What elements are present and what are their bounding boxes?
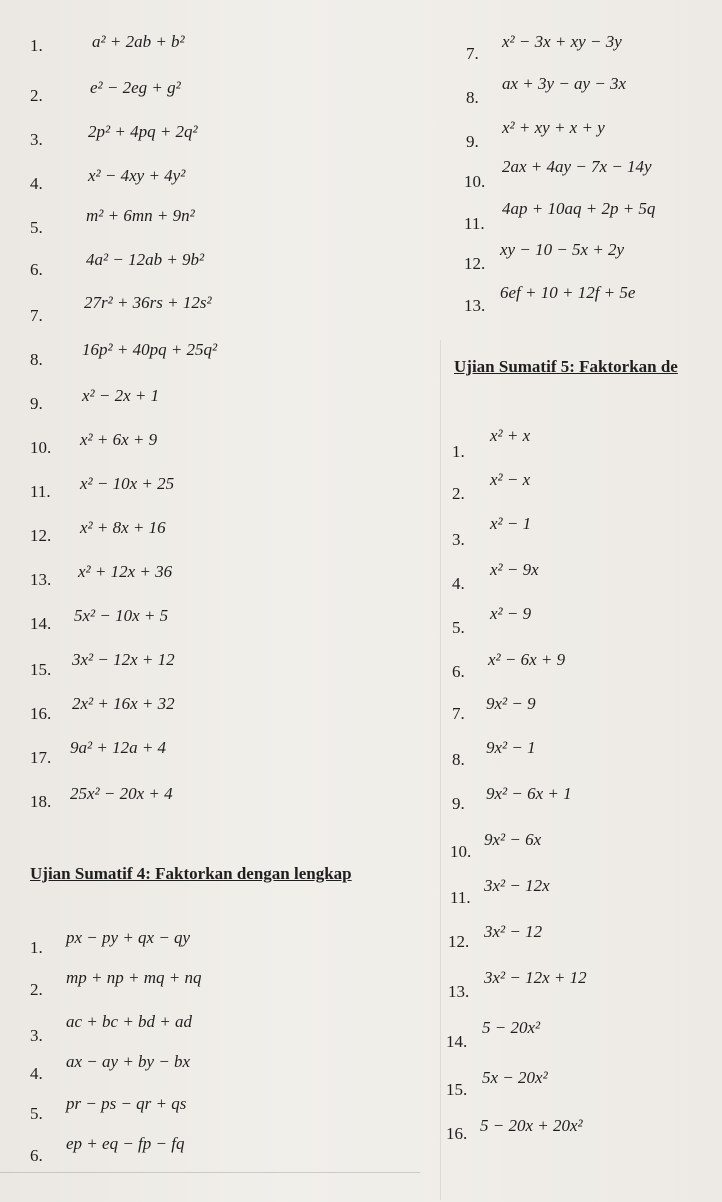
list-item-number: 9. [466,132,479,151]
list-item-expression: x² − 3x + xy − 3y [502,32,622,51]
list-item-number: 10. [450,842,472,861]
list-item-expression: 2x² + 16x + 32 [72,694,175,713]
list-item-expression: 3x² − 12x [484,876,550,895]
list-item-expression: x² − 2x + 1 [82,386,160,405]
list-item-number: 5. [30,1104,43,1123]
list-item-expression: 16p² + 40pq + 25q² [82,340,218,359]
list-item-number: 2. [452,484,465,503]
list-item-expression: 9x² − 6x [484,830,542,849]
list-item-number: 13. [30,570,52,589]
list-item-number: 15. [446,1080,468,1099]
list-item-number: 3. [30,1026,43,1045]
list-item-number: 7. [466,44,479,63]
list-item-expression: ep + eq − fp − fq [66,1134,185,1153]
list-item-expression: px − py + qx − qy [66,928,191,947]
list-item-expression: e² − 2eg + g² [90,78,181,97]
list-item-expression: ax + 3y − ay − 3x [502,74,627,93]
list-item-number: 6. [452,662,465,681]
list-item-expression: x² − 10x + 25 [80,474,175,493]
list-item-number: 3. [452,530,465,549]
list-item-number: 11. [450,888,471,907]
list-item-number: 12. [464,254,486,273]
list-item-expression: 27r² + 36rs + 12s² [84,293,212,312]
list-item-number: 10. [30,438,52,457]
list-item-number: 1. [452,442,465,461]
list-item-number: 9. [30,394,43,413]
list-item-expression: 9x² − 6x + 1 [486,784,572,803]
list-item-number: 12. [448,932,470,951]
list-item-number: 3. [30,130,43,149]
list-item-number: 16. [446,1124,468,1143]
list-item-expression: x² + 12x + 36 [78,562,173,581]
list-item-expression: x² − 9x [490,560,539,579]
list-item-expression: 2p² + 4pq + 2q² [88,122,198,141]
list-item-expression: 9a² + 12a + 4 [70,738,167,757]
list-item-number: 12. [30,526,52,545]
list-item-number: 14. [30,614,52,633]
list-item-expression: 4a² − 12ab + 9b² [86,250,205,269]
section-5-heading: Ujian Sumatif 5: Faktorkan de [454,357,678,376]
list-item-expression: ax − ay + by − bx [66,1052,191,1071]
list-item-expression: 3x² − 12x + 12 [72,650,175,669]
list-item-expression: a² + 2ab + b² [92,32,185,51]
list-item-expression: 4ap + 10aq + 2p + 5q [502,199,656,218]
list-item-expression: 5x − 20x² [482,1068,548,1087]
list-item-number: 5. [30,218,43,237]
list-item-expression: 5 − 20x² [482,1018,541,1037]
list-item-number: 7. [30,306,43,325]
list-item-number: 1. [30,938,43,957]
page-bottom-rule [0,1172,420,1173]
list-item-number: 4. [30,174,43,193]
list-item-number: 7. [452,704,465,723]
list-item-expression: 25x² − 20x + 4 [70,784,173,803]
list-item-number: 2. [30,86,43,105]
page-fold-shadow [440,340,441,1200]
list-item-expression: 9x² − 1 [486,738,536,757]
list-item-expression: 2ax + 4ay − 7x − 14y [502,157,652,176]
list-item-expression: x² − 1 [490,514,532,533]
list-item-number: 11. [464,214,485,233]
list-item-number: 9. [452,794,465,813]
list-item-expression: x² + 8x + 16 [80,518,166,537]
list-item-expression: mp + np + mq + nq [66,968,202,987]
list-item-number: 13. [464,296,486,315]
list-item-number: 5. [452,618,465,637]
list-item-expression: x² + xy + x + y [502,118,605,137]
list-item-expression: xy − 10 − 5x + 2y [500,240,625,259]
list-item-expression: 3x² − 12x + 12 [484,968,587,987]
list-item-expression: x² + 6x + 9 [80,430,158,449]
list-item-number: 6. [30,1146,43,1165]
list-item-number: 16. [30,704,52,723]
list-item-expression: x² − x [490,470,531,489]
list-item-expression: x² + x [490,426,531,445]
list-item-number: 2. [30,980,43,999]
list-item-number: 14. [446,1032,468,1051]
list-item-expression: 9x² − 9 [486,694,536,713]
section-4-heading: Ujian Sumatif 4: Faktorkan dengan lengkap [30,864,352,883]
list-item-number: 1. [30,36,43,55]
list-item-number: 10. [464,172,486,191]
list-item-expression: 3x² − 12 [484,922,543,941]
list-item-expression: 5 − 20x + 20x² [480,1116,583,1135]
list-item-number: 15. [30,660,52,679]
list-item-expression: x² − 9 [490,604,532,623]
list-item-number: 11. [30,482,51,501]
list-item-number: 8. [30,350,43,369]
list-item-expression: x² − 6x + 9 [488,650,566,669]
list-item-expression: pr − ps − qr + qs [66,1094,187,1113]
list-item-expression: m² + 6mn + 9n² [86,206,195,225]
list-item-number: 4. [452,574,465,593]
list-item-number: 8. [452,750,465,769]
list-item-number: 17. [30,748,52,767]
list-item-expression: ac + bc + bd + ad [66,1012,193,1031]
list-item-expression: 5x² − 10x + 5 [74,606,169,625]
list-item-expression: x² − 4xy + 4y² [88,166,186,185]
list-item-number: 18. [30,792,52,811]
list-item-expression: 6ef + 10 + 12f + 5e [500,283,636,302]
list-item-number: 6. [30,260,43,279]
list-item-number: 13. [448,982,470,1001]
list-item-number: 8. [466,88,479,107]
list-item-number: 4. [30,1064,43,1083]
